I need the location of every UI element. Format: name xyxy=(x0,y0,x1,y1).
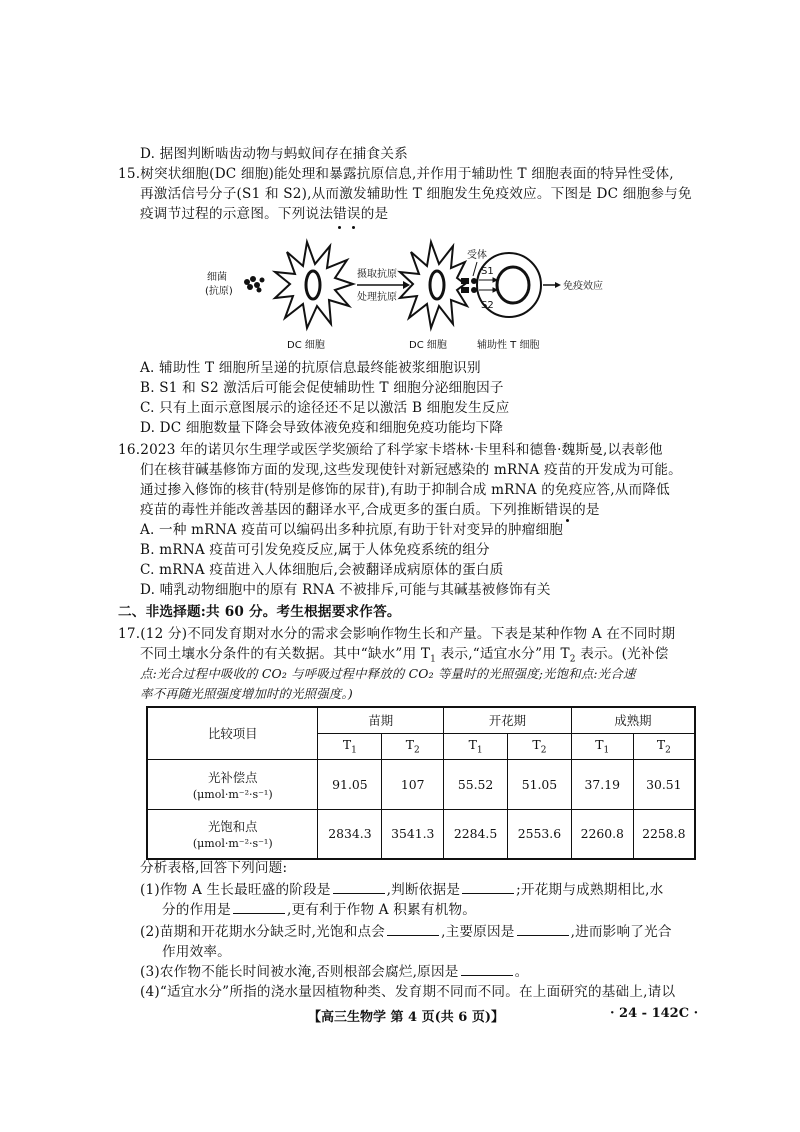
answer-blank[interactable] xyxy=(333,881,385,894)
row-label: 光补偿点 (μmol·m⁻²·s⁻¹) xyxy=(147,759,318,809)
answer-blank[interactable] xyxy=(233,901,285,914)
q15-option-a: A. 辅助性 T 细胞所呈递的抗原信息最终能被浆细胞识别 xyxy=(140,360,481,376)
arrow-bottom-label: 处理抗原 xyxy=(357,292,397,303)
col-t1: $T_1$ xyxy=(318,733,382,759)
q17-part-1-line-1: (1)作物 A 生长最旺盛的阶段是 ,判断依据是 ;开花期与成熟期相比,水 xyxy=(140,882,664,898)
emphasis-dot xyxy=(338,226,341,229)
receptor-pointer xyxy=(473,262,477,276)
table-cell: 107 xyxy=(382,759,444,809)
q16-stem-line-3: 通过掺入修饰的核苷(特别是修饰的尿苷),有助于抑制合成 mRNA 的免疫应答,从而降低 xyxy=(140,482,670,498)
footer-page-info: 【高三生物学 第 4 页(共 6 页)】 xyxy=(308,1010,505,1025)
dc-cell-2-icon xyxy=(400,242,467,328)
q17-part-1-line-2: 分的作用是 ,更有利于作物 A 积累有机物。 xyxy=(162,902,477,918)
q16-option-c: C. mRNA 疫苗进入人体细胞后,会被翻译成病原体的蛋白质 xyxy=(140,562,504,578)
bacteria-label: 细菌 xyxy=(207,272,227,283)
receptor-label: 受体 xyxy=(467,250,487,261)
table-cell: 2258.8 xyxy=(633,809,695,859)
arrow-top-label: 摄取抗原 xyxy=(357,269,397,280)
table-cell: 3541.3 xyxy=(382,809,444,859)
data-table xyxy=(146,706,696,860)
q17-part-3: (3)农作物不能长时间被水淹,否则根部会腐烂,原因是 。 xyxy=(140,964,529,980)
period-maturity: 成熟期 xyxy=(571,707,695,733)
q17-part-2-line-2: 作用效率。 xyxy=(162,944,231,960)
col-t1: $T_1$ xyxy=(571,733,633,759)
answer-blank[interactable] xyxy=(462,881,514,894)
q16-stem-line-4: 疫苗的毒性并能改善基因的翻译水平,合成更多的蛋白质。下列推断错误的是 xyxy=(140,502,600,518)
effect-arrowhead xyxy=(555,282,561,288)
q16-option-a: A. 一种 mRNA 疫苗可以编码出多种抗原,有助于针对变异的肿瘤细胞 xyxy=(140,522,564,538)
table-cell: 2284.5 xyxy=(444,809,508,859)
q17-note-line-2: 率不再随光照强度增加时的光照强度。) xyxy=(140,686,353,701)
answer-blank[interactable] xyxy=(461,963,513,976)
table-cell: 91.05 xyxy=(318,759,382,809)
section-2-heading: 二、非选择题:共 60 分。考生根据要求作答。 xyxy=(118,604,401,620)
table-cell: 2834.3 xyxy=(318,809,382,859)
q17-part-2-line-1: (2)苗期和开花期水分缺乏时,光饱和点会 ,主要原因是 ,进而影响了光合 xyxy=(140,924,672,940)
dc-cell-1-icon xyxy=(275,242,353,328)
q17-stem-line-1: 17.(12 分)不同发育期对水分的需求会影响作物生长和产量。下表是某种作物 A 在不同时期 xyxy=(118,626,676,642)
q17-stem-line-2: 不同土壤水分条件的有关数据。其中“缺水”用 $T_1$ 表示,“适宜水分”用 $T_2$ 表示。(光补偿 xyxy=(140,646,669,665)
q16-option-d: D. 哺乳动物细胞中的原有 RNA 不被排斥,可能与其碱基被修饰有关 xyxy=(140,582,551,598)
emphasis-dot xyxy=(352,226,355,229)
dc-cell-2-label: DC 细胞 xyxy=(409,340,447,351)
period-seedling: 苗期 xyxy=(318,707,444,733)
table-cell: 2260.8 xyxy=(571,809,633,859)
table-header-row xyxy=(147,707,695,733)
antigen-label: (抗原) xyxy=(205,286,233,297)
col-t2: $T_2$ xyxy=(633,733,695,759)
q15-option-d: D. DC 细胞数量下降会导致体液免疫和细胞免疫功能均下降 xyxy=(140,420,504,436)
q15-option-c: C. 只有上面示意图展示的途径还不足以激活 B 细胞发生反应 xyxy=(140,400,510,416)
q17-prompt: 分析表格,回答下列问题: xyxy=(140,860,288,876)
emphasis-dot xyxy=(566,519,569,522)
q15-option-b: B. S1 和 S2 激活后可能会促使辅助性 T 细胞分泌细胞因子 xyxy=(140,380,504,396)
q16-option-b: B. mRNA 疫苗可引发免疫反应,属于人体免疫系统的组分 xyxy=(140,542,490,558)
signal-arrows xyxy=(479,278,497,292)
dc-cell-diagram xyxy=(195,232,625,354)
col-t2: $T_2$ xyxy=(382,733,444,759)
col-t2: $T_2$ xyxy=(508,733,572,759)
dc-cell-diagram-svg xyxy=(195,232,625,354)
period-flowering: 开花期 xyxy=(444,707,572,733)
q15-stem-line-1: 15.树突状细胞(DC 细胞)能处理和暴露抗原信息,并作用于辅助性 T 细胞表面的特异性受体, xyxy=(118,166,674,182)
table-corner-cell: 比较项目 xyxy=(147,707,318,759)
bacteria-icon xyxy=(244,276,265,293)
t-cell-label: 辅助性 T 细胞 xyxy=(477,340,540,351)
table-cell: 2553.6 xyxy=(508,809,572,859)
q17-note-line-1: 点:光合过程中吸收的 CO₂ 与呼吸过程中释放的 CO₂ 等量时的光照强度;光饱和点:光合速 xyxy=(140,666,636,681)
table-row xyxy=(147,809,695,859)
q17-part-4-line-1: (4)“适宜水分”所指的浇水量因植物种类、发育期不同而不同。在上面研究的基础上,请以 xyxy=(140,984,676,1000)
answer-blank[interactable] xyxy=(517,923,569,936)
q14-option-d: D. 据图判断啮齿动物与蚂蚁间存在捕食关系 xyxy=(140,146,408,162)
q16-stem-line-1: 16.2023 年的诺贝尔生理学或医学奖颁给了科学家卡塔林·卡里科和德鲁·魏斯曼,以表彰他 xyxy=(118,442,663,458)
footer-code: · 24 - 142C · xyxy=(610,1006,699,1021)
s1-label: S1 xyxy=(481,266,494,277)
q15-stem-line-3: 疫调节过程的示意图。下列说法错误的是 xyxy=(140,206,389,222)
row-label: 光饱和点 (μmol·m⁻²·s⁻¹) xyxy=(147,809,318,859)
q16-stem-line-2: 们在核苷碱基修饰方面的发现,这些发现使针对新冠感染的 mRNA 疫苗的开发成为可能。 xyxy=(140,462,682,478)
q15-stem-line-2: 再激活信号分子(S1 和 S2),从而激发辅助性 T 细胞发生免疫效应。下图是 DC 细胞参与免 xyxy=(140,186,692,202)
effect-label: 免疫效应 xyxy=(563,281,603,292)
table-cell: 37.19 xyxy=(571,759,633,809)
dc-cell-1-label: DC 细胞 xyxy=(287,340,325,351)
table-cell: 55.52 xyxy=(444,759,508,809)
table-cell: 30.51 xyxy=(633,759,695,809)
s2-label: S2 xyxy=(481,300,494,311)
table-row xyxy=(147,759,695,809)
col-t1: $T_1$ xyxy=(444,733,508,759)
answer-blank[interactable] xyxy=(387,923,439,936)
table-cell: 51.05 xyxy=(508,759,572,809)
